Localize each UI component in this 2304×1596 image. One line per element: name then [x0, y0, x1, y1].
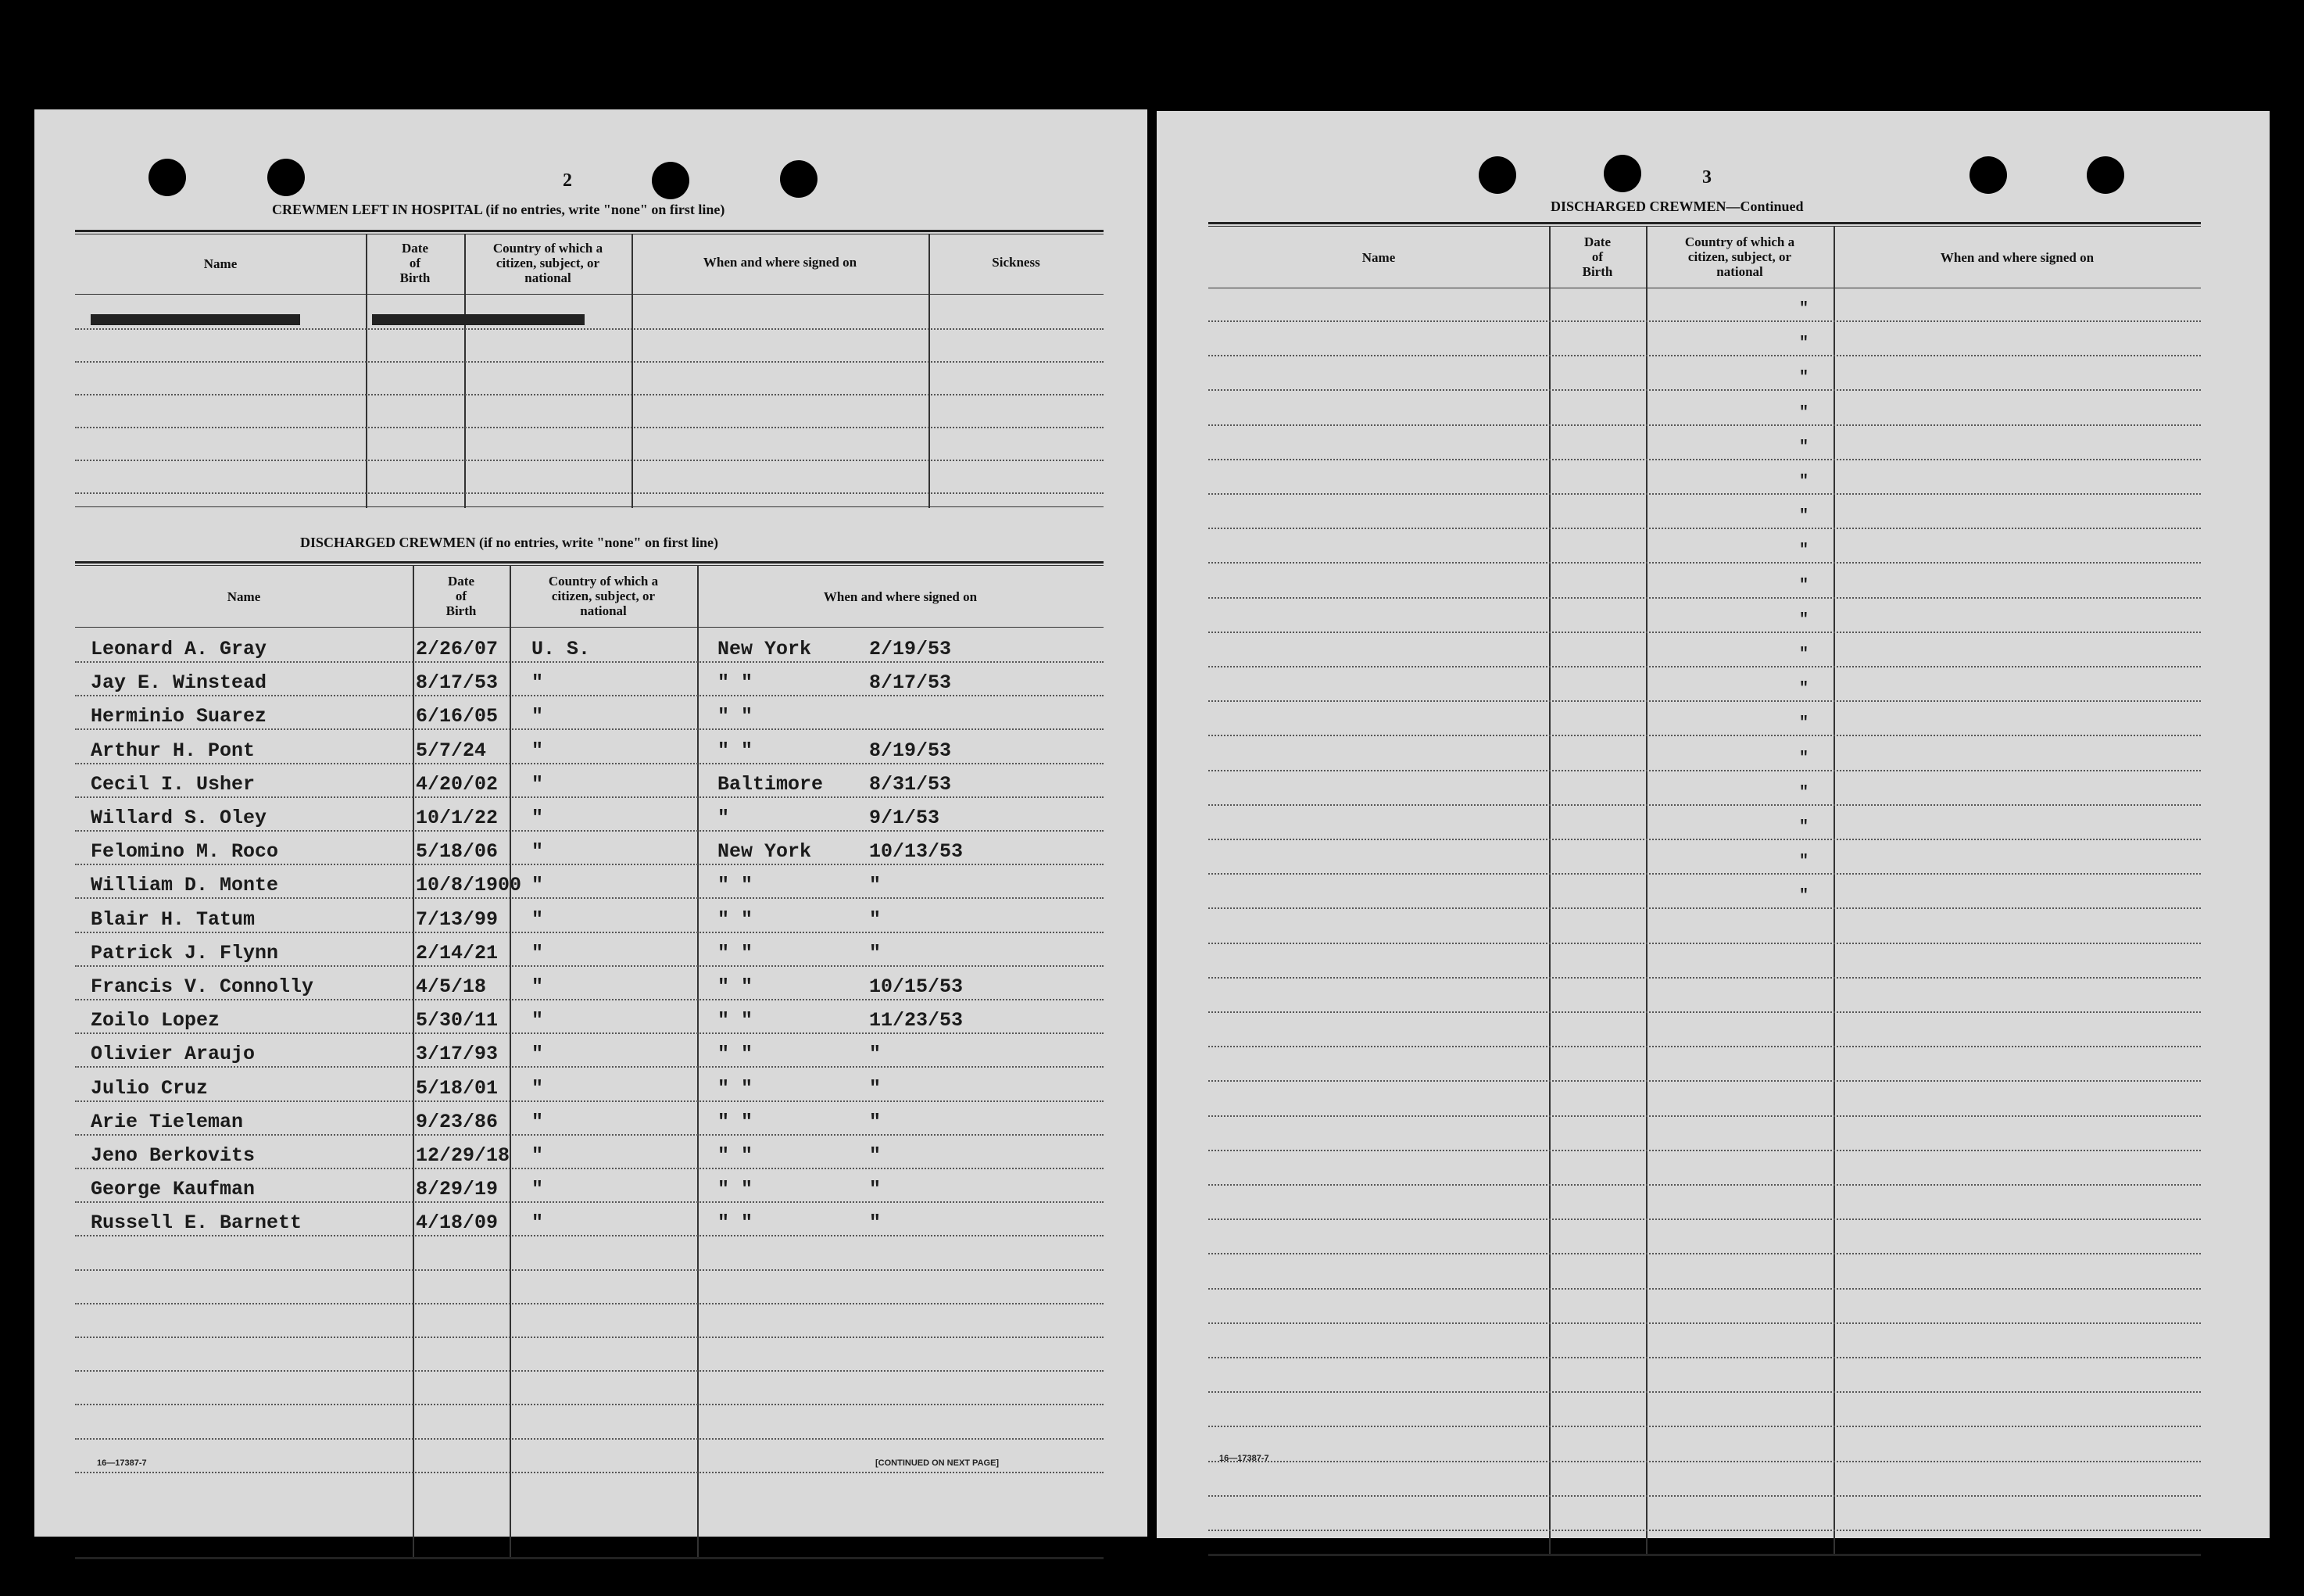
right-page — [1157, 111, 2270, 1538]
punch-hole — [148, 159, 186, 196]
crew-signed-place: " " — [717, 705, 753, 728]
row-line — [75, 1370, 1104, 1372]
crew-dob: 10/1/22 — [416, 807, 499, 829]
row-line — [75, 695, 1104, 696]
row-line — [1208, 1391, 2201, 1393]
crew-dob: 5/7/24 — [416, 739, 487, 762]
right-header-country: Country of which a citizen, subject, or national — [1684, 234, 1795, 279]
hospital-header-dob: Date of Birth — [399, 241, 431, 285]
row-line — [75, 1100, 1104, 1102]
crew-signed-place: " " — [717, 739, 753, 762]
crew-country: " — [531, 1043, 544, 1065]
crew-name: William D. Monte — [91, 874, 279, 896]
column-divider — [1549, 227, 1551, 1555]
crew-dob: 4/5/18 — [416, 975, 487, 998]
crew-name: Olivier Araujo — [91, 1043, 256, 1065]
crew-dob: 8/17/53 — [416, 671, 499, 694]
crew-country: " — [531, 840, 544, 863]
crew-dob: 6/16/05 — [416, 705, 499, 728]
row-line — [75, 427, 1104, 428]
crew-country: " — [531, 671, 544, 694]
punch-hole — [652, 162, 689, 199]
ditto-mark: " — [1799, 784, 1809, 802]
rule — [1208, 222, 2201, 224]
crew-name: Arthur H. Pont — [91, 739, 256, 762]
ditto-mark: " — [1799, 369, 1809, 387]
crew-dob: 3/17/93 — [416, 1043, 499, 1065]
ditto-mark: " — [1799, 611, 1809, 629]
crew-signed-date: " — [869, 1111, 882, 1133]
row-line — [1208, 1046, 2201, 1047]
crew-country: " — [531, 1009, 544, 1032]
row-line — [1208, 907, 2201, 909]
crew-country: " — [531, 1211, 544, 1234]
ditto-mark: " — [1799, 818, 1809, 836]
right-section-title: DISCHARGED CREWMEN—Continued — [1551, 199, 1804, 214]
hospital-section-title: CREWMEN LEFT IN HOSPITAL (if no entries, write "none" on first line) — [272, 202, 725, 217]
discharged-header-name: Name — [227, 589, 261, 604]
punch-hole — [1969, 156, 2007, 194]
row-line — [75, 932, 1104, 933]
row-line — [75, 763, 1104, 764]
discharged-header-dob: Date of Birth — [445, 574, 477, 618]
crew-signed-place: " " — [717, 1077, 753, 1100]
row-line — [1208, 1322, 2201, 1324]
crew-signed-place: " " — [717, 975, 753, 998]
crew-country: " — [531, 773, 544, 796]
row-line — [1208, 1495, 2201, 1497]
row-line — [1208, 320, 2201, 322]
crew-country: " — [531, 942, 544, 964]
rule — [1208, 226, 2201, 227]
ditto-mark: " — [1799, 887, 1809, 905]
crew-dob: 10/8/1900 — [416, 874, 522, 896]
crew-dob: 12/29/18 — [416, 1144, 510, 1167]
row-line — [75, 1066, 1104, 1068]
row-line — [1208, 1011, 2201, 1013]
row-line — [1208, 770, 2201, 771]
row-line — [1208, 1357, 2201, 1358]
form-number: 16—17387-7 — [97, 1458, 147, 1468]
crew-name: Russell E. Barnett — [91, 1211, 302, 1234]
row-line — [1208, 389, 2201, 391]
row-line — [1208, 459, 2201, 460]
crew-country: " — [531, 705, 544, 728]
row-line — [1208, 355, 2201, 356]
row-line — [75, 460, 1104, 461]
crew-dob: 4/18/09 — [416, 1211, 499, 1234]
rule — [75, 230, 1104, 232]
discharged-header-country: Country of which a citizen, subject, or national — [548, 574, 659, 618]
row-line — [75, 1337, 1104, 1338]
crew-signed-date: 9/1/53 — [869, 807, 940, 829]
rule — [75, 627, 1104, 628]
crew-signed-date: " — [869, 874, 882, 896]
right-header-name: Name — [1361, 250, 1396, 265]
crew-name: Jay E. Winstead — [91, 671, 267, 694]
punch-hole — [2087, 156, 2124, 194]
row-line — [1208, 804, 2201, 806]
ditto-mark: " — [1799, 300, 1809, 318]
crew-signed-place: " " — [717, 874, 753, 896]
rule — [1208, 1554, 2201, 1556]
left-page — [34, 109, 1147, 1537]
crew-signed-date: " — [869, 1077, 882, 1100]
page-number: 3 — [1702, 167, 1712, 188]
row-line — [1208, 839, 2201, 840]
crew-signed-place: Baltimore — [717, 773, 824, 796]
crew-country: " — [531, 874, 544, 896]
crew-name: Patrick J. Flynn — [91, 942, 279, 964]
crew-signed-date: 2/19/53 — [869, 638, 952, 660]
rule — [75, 1557, 1104, 1559]
crew-dob: 2/26/07 — [416, 638, 499, 660]
row-line — [1208, 1253, 2201, 1254]
crew-country: " — [531, 1111, 544, 1133]
crew-name: Jeno Berkovits — [91, 1144, 256, 1167]
crew-signed-place: " " — [717, 1009, 753, 1032]
row-line — [1208, 1530, 2201, 1531]
crew-dob: 9/23/86 — [416, 1111, 499, 1133]
crew-name: Arie Tieleman — [91, 1111, 244, 1133]
crew-name: George Kaufman — [91, 1178, 256, 1201]
row-line — [1208, 1115, 2201, 1117]
ditto-mark: " — [1799, 473, 1809, 491]
column-divider — [1834, 227, 1835, 1555]
hospital-header-name: Name — [203, 256, 238, 271]
crew-name: Julio Cruz — [91, 1077, 209, 1100]
column-divider — [928, 234, 930, 508]
row-line — [75, 965, 1104, 967]
row-line — [1208, 700, 2201, 702]
ditto-mark: " — [1799, 335, 1809, 352]
crew-name: Francis V. Connolly — [91, 975, 314, 998]
crew-signed-date: " — [869, 1211, 882, 1234]
ditto-mark: " — [1799, 438, 1809, 456]
row-line — [75, 999, 1104, 1000]
crew-signed-date: 11/23/53 — [869, 1009, 964, 1032]
row-line — [1208, 1218, 2201, 1220]
row-line — [1208, 597, 2201, 599]
row-line — [1208, 1288, 2201, 1290]
punch-hole — [1604, 155, 1641, 192]
crew-signed-date: " — [869, 1144, 882, 1167]
crew-signed-date: 8/31/53 — [869, 773, 952, 796]
row-line — [1208, 632, 2201, 633]
crew-signed-place: " — [717, 807, 730, 829]
discharged-section-title: DISCHARGED CREWMEN (if no entries, write "none" on first line) — [300, 535, 718, 550]
crew-country: " — [531, 1077, 544, 1100]
row-line — [1208, 1461, 2201, 1462]
row-line — [1208, 977, 2201, 979]
crew-name: Willard S. Oley — [91, 807, 267, 829]
ditto-mark: " — [1799, 542, 1809, 560]
rule — [75, 565, 1104, 566]
rule — [75, 506, 1104, 507]
column-divider — [510, 566, 511, 1557]
crew-country: " — [531, 1178, 544, 1201]
hospital-header-signed: When and where signed on — [703, 255, 857, 270]
row-line — [1208, 1184, 2201, 1186]
crew-signed-place: New York — [717, 840, 812, 863]
crew-signed-place: " " — [717, 671, 753, 694]
column-divider — [697, 566, 699, 1557]
crew-signed-date: " — [869, 1178, 882, 1201]
crew-signed-date: 10/15/53 — [869, 975, 964, 998]
rule — [75, 294, 1104, 295]
crew-signed-date: " — [869, 942, 882, 964]
hospital-header-sickness: Sickness — [992, 255, 1040, 270]
ditto-mark: " — [1799, 507, 1809, 525]
row-line — [75, 1438, 1104, 1440]
row-line — [75, 1168, 1104, 1169]
crew-country: " — [531, 739, 544, 762]
crew-country: " — [531, 1144, 544, 1167]
ditto-mark: " — [1799, 680, 1809, 698]
crew-signed-place: New York — [717, 638, 812, 660]
column-divider — [413, 566, 414, 1557]
ditto-mark: " — [1799, 646, 1809, 664]
crew-name: Blair H. Tatum — [91, 908, 256, 931]
row-line — [1208, 1150, 2201, 1151]
row-line — [75, 1472, 1104, 1473]
crew-country: " — [531, 908, 544, 931]
crew-signed-place: " " — [717, 1111, 753, 1133]
row-line — [75, 394, 1104, 395]
rule — [75, 561, 1104, 564]
form-number: 16—17387-7 — [1219, 1454, 1269, 1463]
hospital-header-country: Country of which a citizen, subject, or national — [492, 241, 603, 285]
row-line — [1208, 424, 2201, 426]
crew-signed-date: 8/19/53 — [869, 739, 952, 762]
crew-signed-date: 8/17/53 — [869, 671, 952, 694]
crew-dob: 2/14/21 — [416, 942, 499, 964]
punch-hole — [780, 160, 817, 198]
row-line — [75, 661, 1104, 663]
crew-signed-place: " " — [717, 1043, 753, 1065]
row-line — [75, 492, 1104, 494]
row-line — [75, 796, 1104, 798]
crew-name: Cecil I. Usher — [91, 773, 256, 796]
row-line — [75, 1201, 1104, 1203]
punch-hole — [267, 159, 305, 196]
crew-dob: 5/30/11 — [416, 1009, 499, 1032]
crew-dob: 5/18/01 — [416, 1077, 499, 1100]
row-line — [75, 864, 1104, 865]
crew-signed-date: " — [869, 1043, 882, 1065]
ditto-mark: " — [1799, 404, 1809, 422]
page-number: 2 — [563, 170, 572, 191]
row-line — [75, 897, 1104, 899]
crew-signed-place: " " — [717, 908, 753, 931]
right-header-dob: Date of Birth — [1582, 234, 1613, 279]
crew-country: U. S. — [531, 638, 591, 660]
row-line — [1208, 943, 2201, 944]
crew-signed-date: 10/13/53 — [869, 840, 964, 863]
column-divider — [1646, 227, 1648, 1555]
crew-name: Zoilo Lopez — [91, 1009, 220, 1032]
row-line — [1208, 528, 2201, 529]
column-divider — [631, 234, 633, 508]
ditto-mark: " — [1799, 853, 1809, 871]
crew-signed-place: " " — [717, 942, 753, 964]
row-line — [1208, 666, 2201, 667]
crew-signed-place: " " — [717, 1178, 753, 1201]
discharged-header-signed: When and where signed on — [823, 589, 978, 604]
row-line — [1208, 493, 2201, 495]
struck-out-entry — [91, 314, 300, 325]
row-line — [75, 328, 1104, 330]
row-line — [1208, 1080, 2201, 1082]
row-line — [75, 1032, 1104, 1034]
row-line — [75, 1269, 1104, 1271]
ditto-mark: " — [1799, 714, 1809, 732]
crew-dob: 4/20/02 — [416, 773, 499, 796]
crew-signed-place: " " — [717, 1144, 753, 1167]
struck-out-entry — [372, 314, 585, 325]
crew-dob: 5/18/06 — [416, 840, 499, 863]
crew-name: Leonard A. Gray — [91, 638, 267, 660]
continued-note: [CONTINUED ON NEXT PAGE] — [875, 1458, 1000, 1468]
row-line — [75, 830, 1104, 832]
ditto-mark: " — [1799, 577, 1809, 595]
crew-country: " — [531, 975, 544, 998]
row-line — [1208, 735, 2201, 736]
right-header-signed: When and where signed on — [1940, 250, 2095, 265]
row-line — [1208, 873, 2201, 875]
ditto-mark: " — [1799, 750, 1809, 768]
crew-dob: 8/29/19 — [416, 1178, 499, 1201]
crew-name: Herminio Suarez — [91, 705, 267, 728]
row-line — [75, 1303, 1104, 1304]
crew-country: " — [531, 807, 544, 829]
row-line — [1208, 1426, 2201, 1427]
punch-hole — [1479, 156, 1516, 194]
crew-name: Felomino M. Roco — [91, 840, 279, 863]
crew-signed-place: " " — [717, 1211, 753, 1234]
row-line — [1208, 562, 2201, 564]
row-line — [75, 728, 1104, 730]
row-line — [75, 1404, 1104, 1405]
row-line — [75, 361, 1104, 363]
crew-dob: 7/13/99 — [416, 908, 499, 931]
row-line — [75, 1235, 1104, 1236]
row-line — [75, 1134, 1104, 1136]
crew-signed-date: " — [869, 908, 882, 931]
